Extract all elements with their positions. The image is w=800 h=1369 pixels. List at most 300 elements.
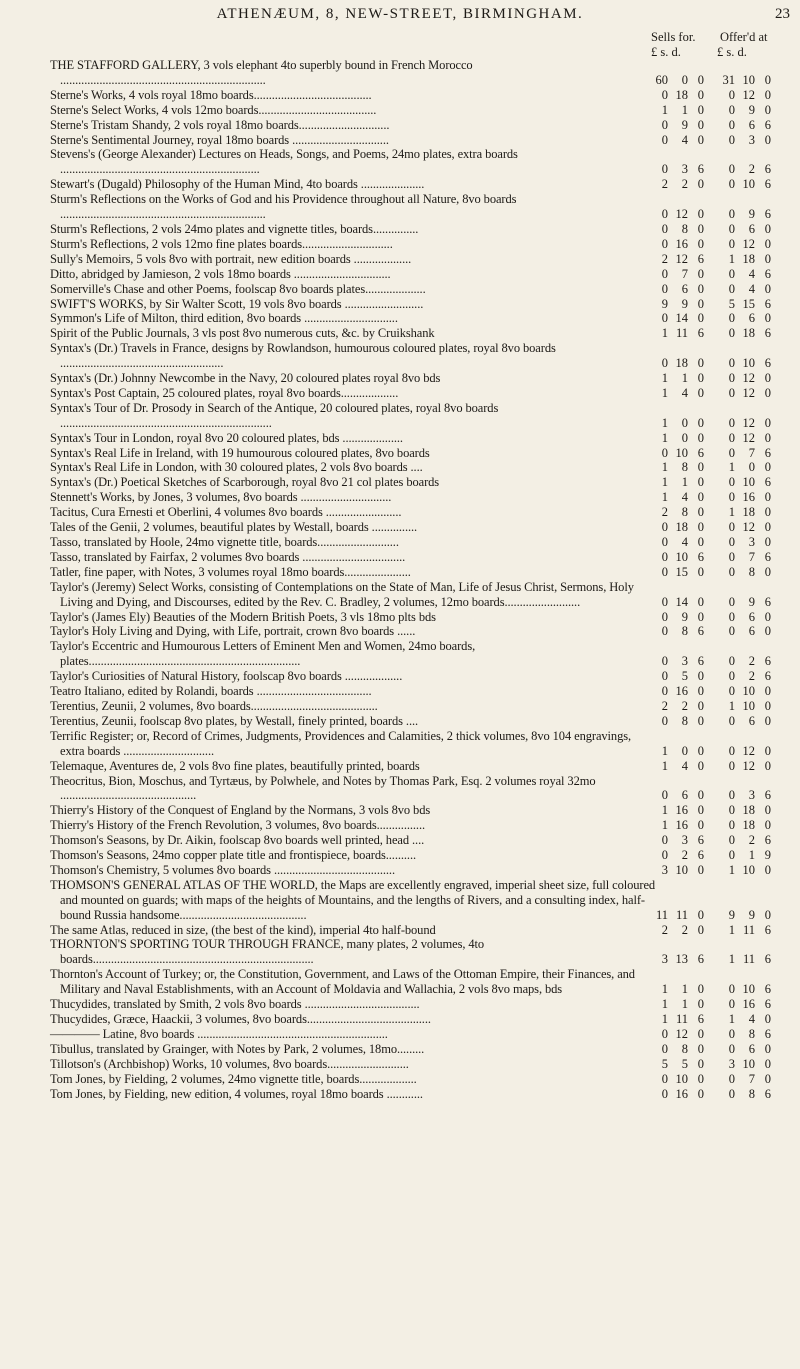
sells-for-price-pounds: 0 — [661, 788, 668, 803]
offered-at-price-pence: 0 — [764, 132, 771, 147]
offered-at-price-pence: 0 — [764, 535, 771, 549]
page-header-title: ATHENÆUM, 8, NEW-STREET, BIRMINGHAM. — [216, 6, 584, 22]
offered-at-price — [717, 475, 787, 490]
sells-for-price — [650, 520, 710, 535]
catalogue-entry — [0, 669, 800, 684]
catalogue-entry — [0, 520, 800, 535]
offered-at-price-shillings: 9 — [748, 594, 755, 609]
catalogue-entry — [0, 252, 800, 267]
sells-for-price — [650, 1072, 710, 1087]
offered-at-price — [717, 699, 787, 714]
offered-at-price-shillings: 3 — [748, 535, 755, 549]
sells-for-price-pence: 6 — [697, 654, 704, 669]
sells-for-price — [650, 744, 710, 759]
offered-at-price-pence: 6 — [764, 326, 771, 341]
offered-at-price-shillings: 3 — [748, 132, 755, 147]
entry-description: Tatler, fine paper, with Notes, 3 volumes royal 18mo boards...................... — [50, 564, 411, 579]
sells-for-price-pounds: 0 — [661, 549, 668, 564]
sells-for-price-shillings: 5 — [681, 1056, 688, 1071]
catalogue-entry — [0, 565, 800, 580]
offered-at-price-pounds: 0 — [728, 415, 735, 430]
sells-for-price — [650, 714, 710, 729]
catalogue-entry — [0, 267, 800, 282]
entry-description: Tales of the Genii, 2 volumes, beautiful plates by Westall, boards ............... — [50, 520, 418, 535]
sells-for-price-shillings: 12 — [675, 251, 688, 266]
sells-for-price-shillings: 8 — [681, 1041, 688, 1056]
sells-for-price-pounds: 1 — [661, 803, 668, 818]
sells-for-price-pence: 6 — [697, 624, 704, 639]
sells-for-price-shillings: 18 — [675, 520, 688, 535]
offered-at-price-pence: 6 — [764, 669, 771, 684]
offered-at-price-pence: 0 — [764, 624, 771, 639]
sells-for-price — [650, 1057, 710, 1072]
catalogue-entry — [0, 133, 800, 148]
catalogue-entry — [0, 401, 800, 431]
offered-at-price-pounds: 0 — [728, 430, 735, 445]
offer-units-header: £ s. d. — [717, 45, 747, 59]
offered-at-price — [717, 326, 787, 341]
sells-for-header: Sells for. — [651, 30, 696, 44]
offered-at-price-pence: 6 — [764, 162, 771, 177]
entry-description: Stewart's (Dugald) Philosophy of the Human Mind, 4to boards ..................... — [50, 177, 425, 192]
offered-at-price-pounds: 0 — [728, 594, 735, 609]
sells-for-price-pence: 0 — [697, 72, 704, 87]
offered-at-price-pounds: 1 — [728, 698, 735, 713]
offered-at-price-pence: 6 — [764, 207, 771, 222]
sells-for-price-pounds: 0 — [661, 833, 668, 848]
sells-for-price — [650, 1042, 710, 1057]
sells-for-price — [650, 624, 710, 639]
offered-at-price-shillings: 12 — [742, 520, 755, 535]
offered-at-price — [717, 133, 787, 148]
offered-at-price-pounds: 0 — [728, 982, 735, 997]
offered-at-price-pence: 0 — [764, 415, 771, 430]
offered-at-price — [717, 505, 787, 520]
catalogue-entry — [0, 282, 800, 297]
entry-description: Somerville's Chase and other Poems, foolscap 8vo boards plates.................... — [50, 281, 426, 296]
offered-at-price-shillings: 15 — [742, 296, 755, 311]
offered-at-price — [717, 162, 787, 177]
offered-at-price-shillings: 11 — [742, 952, 755, 967]
offered-at-price — [717, 1042, 787, 1057]
offered-at-price-pounds: 0 — [728, 266, 735, 281]
offered-at-price-pounds: 0 — [728, 221, 735, 236]
sells-for-price — [650, 490, 710, 505]
entry-description: Tacitus, Cura Ernesti et Oberlini, 4 volumes 8vo boards ......................... — [50, 505, 402, 520]
sells-for-price-pounds: 1 — [661, 371, 668, 386]
entry-description: Taylor's Curiosities of Natural History, foolscap 8vo boards ................... — [50, 669, 403, 684]
offered-at-price-pounds: 1 — [728, 952, 735, 967]
sells-for-price-pounds: 2 — [661, 922, 668, 937]
sells-for-price-shillings: 10 — [675, 862, 688, 877]
offered-at-price-shillings: 6 — [748, 1041, 755, 1056]
offered-at-price-pence: 0 — [764, 1071, 771, 1086]
entry-description: Taylor's (Jeremy) Select Works, consisting of Contemplations on the State of Man, Life of Jesus Christ, Sermons, Holy Living and Dying, and Discourses, edited by the Rev. C. Bradley, 2 volumes, 12mo boards......................... — [50, 579, 634, 609]
offered-at-price — [717, 610, 787, 625]
sells-for-price-pence: 6 — [697, 549, 704, 564]
offered-at-price — [717, 669, 787, 684]
sells-for-price-pounds: 1 — [661, 385, 668, 400]
sells-for-price — [650, 923, 710, 938]
sells-for-price-pence: 0 — [697, 609, 704, 624]
offered-at-price-shillings: 8 — [748, 564, 755, 579]
sells-for-price-shillings: 3 — [681, 162, 688, 177]
catalogue-entries — [0, 58, 800, 1101]
entry-description: Sturm's Reflections on the Works of God and his Providence throughout all Nature, 8vo boards .................................................................... — [50, 192, 517, 222]
entry-description: Terentius, Zeunii, 2 volumes, 8vo boards.......................................... — [50, 698, 378, 713]
sells-for-price-pence: 0 — [697, 1026, 704, 1041]
catalogue-entry — [0, 1057, 800, 1072]
offered-at-price — [717, 818, 787, 833]
catalogue-entry — [0, 371, 800, 386]
offered-at-price-pounds: 0 — [728, 207, 735, 222]
sells-for-price-shillings: 4 — [681, 385, 688, 400]
offered-at-price-pounds: 0 — [728, 609, 735, 624]
sells-for-price-pence: 0 — [697, 311, 704, 326]
offered-at-price-pounds: 0 — [728, 833, 735, 848]
offered-at-price-pounds: 0 — [728, 102, 735, 117]
sells-for-price-pence: 0 — [697, 788, 704, 803]
entry-description: Taylor's Eccentric and Humourous Letters of Eminent Men and Women, 24mo boards, plates...................................................................... — [50, 639, 476, 669]
offered-at-price-pence: 6 — [764, 1086, 771, 1101]
sells-for-price-pounds: 1 — [661, 818, 668, 833]
sells-for-price-shillings: 16 — [675, 236, 688, 251]
catalogue-entry — [0, 863, 800, 878]
sells-for-price — [650, 88, 710, 103]
offered-at-price-shillings: 10 — [742, 862, 755, 877]
sells-for-price-pounds: 0 — [661, 281, 668, 296]
entry-description: THE STAFFORD GALLERY, 3 vols elephant 4to superbly bound in French Morocco .................................................................... — [50, 58, 473, 87]
offered-at-price-pounds: 0 — [728, 385, 735, 400]
catalogue-entry — [0, 505, 800, 520]
sells-for-price — [650, 177, 710, 192]
sells-for-price — [650, 475, 710, 490]
sells-for-price-shillings: 16 — [675, 818, 688, 833]
catalogue-entry — [0, 774, 800, 804]
sells-for-price-shillings: 8 — [681, 624, 688, 639]
offered-at-price-pounds: 0 — [728, 475, 735, 490]
offered-at-price-pence: 0 — [764, 609, 771, 624]
catalogue-entry — [0, 1072, 800, 1087]
sells-for-price-pounds: 1 — [661, 490, 668, 505]
offered-at-price-shillings: 6 — [748, 221, 755, 236]
catalogue-entry — [0, 58, 800, 88]
sells-for-price-pounds: 3 — [661, 952, 668, 967]
sells-for-price-pence: 0 — [697, 803, 704, 818]
offered-at-price — [717, 73, 787, 88]
offered-at-price-pounds: 0 — [728, 117, 735, 132]
offered-at-price-shillings: 3 — [748, 788, 755, 803]
sells-for-price-shillings: 4 — [681, 132, 688, 147]
catalogue-entry — [0, 848, 800, 863]
catalogue-entry — [0, 967, 800, 997]
offered-at-price — [717, 431, 787, 446]
offered-at-price-shillings: 8 — [748, 1086, 755, 1101]
offered-at-price-shillings: 16 — [742, 490, 755, 505]
sells-for-price-pounds: 0 — [661, 207, 668, 222]
offered-at-price-shillings: 10 — [742, 356, 755, 371]
sells-for-price — [650, 162, 710, 177]
offered-at-price-pence: 0 — [764, 698, 771, 713]
sells-for-price-pence: 0 — [697, 997, 704, 1012]
entry-description: Terentius, Zeunii, foolscap 8vo plates, by Westall, finely printed, boards .... — [50, 713, 419, 728]
offered-at-price — [717, 386, 787, 401]
offered-at-price — [717, 1087, 787, 1102]
offered-at-price-pounds: 0 — [728, 1071, 735, 1086]
sells-for-price-shillings: 0 — [681, 430, 688, 445]
offered-at-price — [717, 788, 787, 803]
offered-at-price-shillings: 18 — [742, 251, 755, 266]
offered-at-price-pence: 6 — [764, 356, 771, 371]
offered-at-price-pence: 0 — [764, 758, 771, 773]
offered-at-price-pence: 6 — [764, 952, 771, 967]
sells-for-price-pence: 0 — [697, 505, 704, 520]
entry-description: Thucydides, translated by Smith, 2 vols 8vo boards ...................................... — [50, 997, 420, 1012]
offered-at-price — [717, 759, 787, 774]
sells-for-price-pounds: 0 — [661, 848, 668, 863]
sells-for-price-pounds: 1 — [661, 326, 668, 341]
sells-for-price-pounds: 60 — [655, 72, 668, 87]
catalogue-entry — [0, 341, 800, 371]
sells-for-price-pence: 0 — [697, 594, 704, 609]
offered-at-price-pounds: 1 — [728, 251, 735, 266]
sells-for-price-pence: 0 — [697, 684, 704, 699]
offered-at-price-shillings: 2 — [748, 162, 755, 177]
offered-at-price-pence: 0 — [764, 236, 771, 251]
offered-at-price-shillings: 12 — [742, 385, 755, 400]
running-head — [0, 4, 800, 28]
catalogue-entry — [0, 714, 800, 729]
sells-for-price-pence: 6 — [697, 833, 704, 848]
offered-at-price-pounds: 0 — [728, 87, 735, 102]
offered-at-price-shillings: 10 — [742, 1056, 755, 1071]
page-number: 23 — [775, 6, 790, 22]
sells-for-price-shillings: 12 — [675, 207, 688, 222]
offered-at-price-shillings: 12 — [742, 415, 755, 430]
sells-for-price-shillings: 6 — [681, 281, 688, 296]
offered-at-price — [717, 520, 787, 535]
sells-for-price-shillings: 10 — [675, 549, 688, 564]
catalogue-entry — [0, 326, 800, 341]
sells-for-price-pence: 0 — [697, 281, 704, 296]
offered-at-price-pence: 6 — [764, 982, 771, 997]
offered-at-price — [717, 1012, 787, 1027]
catalogue-entry — [0, 431, 800, 446]
sells-for-price-pounds: 1 — [661, 415, 668, 430]
entry-description: Tasso, translated by Fairfax, 2 volumes 8vo boards .................................. — [50, 549, 406, 564]
entry-description: Sturm's Reflections, 2 vols 24mo plates and vignette titles, boards............... — [50, 221, 419, 236]
offered-at-price-pounds: 0 — [728, 743, 735, 758]
offered-at-price-pence: 0 — [764, 907, 771, 922]
offered-at-price — [717, 356, 787, 371]
offered-at-price-shillings: 18 — [742, 803, 755, 818]
offered-at-price-pounds: 9 — [728, 907, 735, 922]
catalogue-entry — [0, 639, 800, 669]
sells-for-price — [650, 267, 710, 282]
offered-at-price-shillings: 10 — [742, 72, 755, 87]
offered-at-price — [717, 267, 787, 282]
sells-for-price-pence: 0 — [697, 371, 704, 386]
offered-at-price — [717, 207, 787, 222]
offered-at-price — [717, 103, 787, 118]
sells-for-price — [650, 460, 710, 475]
offered-at-price-pounds: 0 — [728, 713, 735, 728]
sells-for-price — [650, 356, 710, 371]
sells-for-price-shillings: 6 — [681, 788, 688, 803]
catalogue-entry — [0, 475, 800, 490]
sells-for-price-pounds: 11 — [655, 907, 668, 922]
catalogue-entry — [0, 818, 800, 833]
catalogue-entry — [0, 997, 800, 1012]
offered-at-price-pounds: 0 — [728, 162, 735, 177]
offered-at-price-pence: 6 — [764, 475, 771, 490]
catalogue-entry — [0, 118, 800, 133]
offered-at-price-shillings: 0 — [748, 460, 755, 475]
offered-at-price-pounds: 0 — [728, 848, 735, 863]
offered-at-price-shillings: 7 — [748, 445, 755, 460]
catalogue-entry — [0, 923, 800, 938]
offered-at-price-pounds: 0 — [728, 535, 735, 549]
sells-for-price-shillings: 1 — [681, 982, 688, 997]
offered-at-price-pence: 0 — [764, 430, 771, 445]
sells-for-price-pounds: 1 — [661, 460, 668, 475]
sells-for-price-shillings: 4 — [681, 535, 688, 549]
catalogue-entry — [0, 937, 800, 967]
offered-at-price-shillings: 7 — [748, 549, 755, 564]
sells-for-price-shillings: 4 — [681, 758, 688, 773]
sells-for-price-pence: 0 — [697, 266, 704, 281]
entry-description: THOMSON'S GENERAL ATLAS OF THE WORLD, the Maps are excellently engraved, imperial sheet size, full coloured and mounted on guards; with maps of the heights of Mountains, and the lengths of Rivers, and a consulting index, half-bound Russia handsome.......................................... — [50, 877, 656, 922]
sells-for-price-pounds: 0 — [661, 1071, 668, 1086]
offered-at-price — [717, 177, 787, 192]
sells-for-price — [650, 311, 710, 326]
sells-for-price — [650, 684, 710, 699]
offered-at-price-pounds: 0 — [728, 549, 735, 564]
catalogue-entry — [0, 878, 800, 923]
sells-for-price — [650, 952, 710, 967]
offered-at-price-pence: 6 — [764, 788, 771, 803]
entry-description: Stevens's (George Alexander) Lectures on Heads, Songs, and Poems, 24mo plates, extra boards .................................................................. — [50, 147, 518, 177]
offered-at-price-shillings: 10 — [742, 698, 755, 713]
entry-description: Sterne's Tristam Shandy, 2 vols royal 18mo boards.............................. — [50, 117, 390, 132]
catalogue-entry — [0, 580, 800, 610]
sells-for-price-pounds: 0 — [661, 221, 668, 236]
offered-at-price — [717, 222, 787, 237]
sells-for-price — [650, 1027, 710, 1042]
sells-for-price-shillings: 9 — [681, 609, 688, 624]
sells-for-price — [650, 565, 710, 580]
sells-for-price-pounds: 0 — [661, 1041, 668, 1056]
offered-at-price-shillings: 4 — [748, 1012, 755, 1026]
sells-for-price-shillings: 2 — [681, 922, 688, 937]
entry-description: Sully's Memoirs, 5 vols 8vo with portrait, new edition boards ................... — [50, 251, 412, 266]
entry-description: Sterne's Sentimental Journey, royal 18mo boards ................................ — [50, 132, 389, 147]
offered-at-price-pounds: 0 — [728, 684, 735, 699]
sells-for-price-pence: 0 — [697, 564, 704, 579]
entry-description: THORNTON'S SPORTING TOUR THROUGH FRANCE, many plates, 2 volumes, 4to boards......................................................................... — [50, 937, 485, 967]
sells-for-price-pence: 0 — [697, 475, 704, 490]
sells-for-price-pence: 0 — [697, 460, 704, 475]
offered-at-price-pounds: 0 — [728, 1086, 735, 1101]
sells-for-price — [650, 207, 710, 222]
entry-description: ———— Latine, 8vo boards ............................................................... — [50, 1026, 388, 1041]
sells-for-price-pounds: 2 — [661, 251, 668, 266]
sells-for-price — [650, 595, 710, 610]
catalogue-entry — [0, 147, 800, 177]
sells-for-price-pence: 0 — [697, 743, 704, 758]
offered-at-price-pounds: 0 — [728, 356, 735, 371]
offered-at-price-pence: 0 — [764, 1012, 771, 1026]
offered-at-price-shillings: 2 — [748, 833, 755, 848]
entry-description: Tibullus, translated by Grainger, with Notes by Park, 2 volumes, 18mo......... — [50, 1041, 425, 1056]
offered-at-price — [717, 1057, 787, 1072]
sells-for-price-pence: 0 — [697, 1086, 704, 1101]
offered-at-price — [717, 848, 787, 863]
sells-for-price-shillings: 11 — [675, 326, 688, 341]
offered-at-price-shillings: 12 — [742, 371, 755, 386]
sells-for-price — [650, 654, 710, 669]
catalogue-entry — [0, 386, 800, 401]
entry-description: Tillotson's (Archbishop) Works, 10 volumes, 8vo boards........................... — [50, 1056, 409, 1071]
offered-at-price-pence: 0 — [764, 72, 771, 87]
offered-at-price-pence: 0 — [764, 371, 771, 386]
sells-for-price-pence: 6 — [697, 326, 704, 341]
catalogue-entry — [0, 237, 800, 252]
entry-description: Tom Jones, by Fielding, 2 volumes, 24mo vignette title, boards................... — [50, 1071, 417, 1086]
offered-at-price-shillings: 6 — [748, 713, 755, 728]
offered-at-price-pounds: 1 — [728, 460, 735, 475]
sells-for-price-pounds: 0 — [661, 713, 668, 728]
offered-at-price-shillings: 16 — [742, 997, 755, 1012]
sells-for-price-shillings: 12 — [675, 1026, 688, 1041]
offered-at-price — [717, 535, 787, 550]
sells-for-price — [650, 237, 710, 252]
offered-at-price-pence: 6 — [764, 266, 771, 281]
sells-for-price-shillings: 14 — [675, 311, 688, 326]
offered-at-price — [717, 908, 787, 923]
sells-for-price-pounds: 2 — [661, 698, 668, 713]
offered-at-price-pence: 0 — [764, 520, 771, 535]
offered-at-price-shillings: 12 — [742, 87, 755, 102]
sells-for-price — [650, 1087, 710, 1102]
offered-at-price-pounds: 0 — [728, 624, 735, 639]
sells-for-price-shillings: 16 — [675, 684, 688, 699]
sells-for-price-shillings: 7 — [681, 266, 688, 281]
offered-at-price-pence: 0 — [764, 221, 771, 236]
offered-at-price — [717, 490, 787, 505]
offered-at-price-pounds: 1 — [728, 922, 735, 937]
sells-for-price-pence: 0 — [697, 177, 704, 192]
offered-at-price-pounds: 1 — [728, 505, 735, 520]
offered-at-price — [717, 460, 787, 475]
entry-description: Telemaque, Aventures de, 2 vols 8vo fine plates, beautifully printed, boards — [50, 758, 420, 773]
catalogue-entry — [0, 699, 800, 714]
offered-at-price-pounds: 31 — [722, 72, 735, 87]
offered-at-price-shillings: 10 — [742, 684, 755, 699]
sells-for-price-shillings: 1 — [681, 997, 688, 1012]
sells-for-price-shillings: 11 — [675, 1012, 688, 1026]
sells-for-price-pounds: 0 — [661, 117, 668, 132]
offered-at-price — [717, 1072, 787, 1087]
offered-at-price-pounds: 0 — [728, 326, 735, 341]
sells-for-price — [650, 326, 710, 341]
sells-for-price-pence: 0 — [697, 102, 704, 117]
offered-at-price-shillings: 12 — [742, 758, 755, 773]
offered-at-price-shillings: 10 — [742, 177, 755, 192]
sells-for-price-pounds: 0 — [661, 609, 668, 624]
offered-at-price-pounds: 0 — [728, 669, 735, 684]
sells-for-price-pence: 0 — [697, 117, 704, 132]
